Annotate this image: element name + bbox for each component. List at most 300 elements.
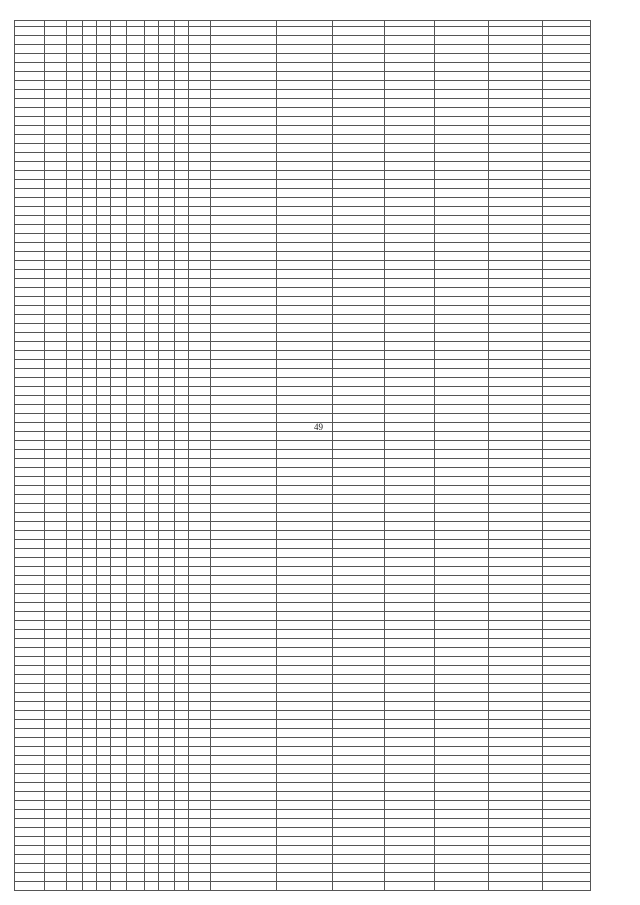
table-cell (15, 693, 45, 702)
table-cell (543, 837, 591, 846)
table-cell (333, 585, 385, 594)
table-cell (277, 576, 333, 585)
table-cell (67, 720, 83, 729)
table-cell (45, 306, 67, 315)
table-cell (211, 756, 277, 765)
table-cell (277, 378, 333, 387)
table-cell (145, 360, 159, 369)
table-cell (333, 153, 385, 162)
table-cell (385, 540, 435, 549)
table-cell (127, 603, 145, 612)
table-cell (111, 126, 127, 135)
table-cell (277, 702, 333, 711)
table-cell (159, 693, 175, 702)
table-cell (111, 333, 127, 342)
table-cell (333, 621, 385, 630)
table-cell (277, 423, 333, 432)
table-cell (83, 207, 97, 216)
table-cell (97, 585, 111, 594)
table-cell (543, 594, 591, 603)
table-cell (543, 747, 591, 756)
table-cell (277, 72, 333, 81)
table-cell (543, 270, 591, 279)
table-cell (277, 747, 333, 756)
table-cell (15, 333, 45, 342)
table-row (15, 423, 591, 432)
table-cell (67, 486, 83, 495)
table-cell (333, 306, 385, 315)
table-cell (489, 324, 543, 333)
table-cell (277, 45, 333, 54)
table-cell (333, 504, 385, 513)
table-cell (489, 648, 543, 657)
table-cell (489, 567, 543, 576)
table-cell (83, 576, 97, 585)
table-cell (97, 108, 111, 117)
table-cell (111, 684, 127, 693)
table-cell (97, 648, 111, 657)
table-cell (435, 756, 489, 765)
table-cell (211, 135, 277, 144)
table-cell (175, 765, 189, 774)
table-cell (277, 288, 333, 297)
table-cell (127, 477, 145, 486)
table-cell (111, 117, 127, 126)
table-cell (211, 882, 277, 891)
table-cell (127, 549, 145, 558)
table-row (15, 432, 591, 441)
table-cell (127, 531, 145, 540)
table-cell (127, 432, 145, 441)
table-cell (189, 738, 211, 747)
table-cell (211, 261, 277, 270)
table-cell (543, 855, 591, 864)
table-cell (385, 810, 435, 819)
table-cell (159, 243, 175, 252)
table-cell (111, 729, 127, 738)
table-cell (175, 405, 189, 414)
table-cell (67, 396, 83, 405)
table-cell (175, 342, 189, 351)
table-cell (111, 432, 127, 441)
table-row (15, 882, 591, 891)
table-cell (145, 567, 159, 576)
table-cell (97, 810, 111, 819)
table-cell (111, 63, 127, 72)
table-cell (189, 414, 211, 423)
table-cell (489, 594, 543, 603)
table-cell (435, 657, 489, 666)
table-cell (111, 693, 127, 702)
table-cell (127, 810, 145, 819)
table-cell (489, 603, 543, 612)
table-cell (83, 486, 97, 495)
table-cell (111, 657, 127, 666)
table-cell (67, 333, 83, 342)
table-cell (127, 270, 145, 279)
table-cell (175, 495, 189, 504)
table-cell (111, 549, 127, 558)
table-cell (67, 315, 83, 324)
table-cell (543, 225, 591, 234)
table-row (15, 171, 591, 180)
table-cell (97, 486, 111, 495)
table-cell (189, 54, 211, 63)
table-cell (127, 144, 145, 153)
table-cell (175, 585, 189, 594)
table-cell (489, 774, 543, 783)
table-cell (211, 225, 277, 234)
table-cell (159, 396, 175, 405)
table-cell (83, 873, 97, 882)
table-cell (83, 387, 97, 396)
table-cell (127, 324, 145, 333)
table-cell (385, 234, 435, 243)
table-cell (189, 693, 211, 702)
table-cell (435, 468, 489, 477)
table-cell (435, 270, 489, 279)
table-cell (145, 216, 159, 225)
table-cell (175, 414, 189, 423)
table-cell (211, 81, 277, 90)
table-row (15, 108, 591, 117)
table-cell (175, 225, 189, 234)
table-cell (333, 225, 385, 234)
table-cell (489, 747, 543, 756)
table-cell (145, 468, 159, 477)
table-cell (211, 243, 277, 252)
table-cell (543, 279, 591, 288)
table-cell (189, 702, 211, 711)
table-cell (83, 513, 97, 522)
table-cell (97, 711, 111, 720)
table-cell (111, 297, 127, 306)
table-cell (45, 846, 67, 855)
table-cell (111, 837, 127, 846)
table-cell (189, 306, 211, 315)
table-cell (45, 243, 67, 252)
table-cell (111, 513, 127, 522)
table-cell (159, 279, 175, 288)
table-cell (145, 270, 159, 279)
table-cell (127, 441, 145, 450)
table-cell (15, 513, 45, 522)
table-cell (111, 675, 127, 684)
table-cell (15, 414, 45, 423)
table-cell (489, 171, 543, 180)
table-cell (385, 36, 435, 45)
table-cell (127, 387, 145, 396)
table-cell (189, 450, 211, 459)
table-row (15, 558, 591, 567)
table-cell (333, 171, 385, 180)
table-cell (175, 333, 189, 342)
table-cell (333, 378, 385, 387)
table-cell (159, 234, 175, 243)
table-cell (385, 360, 435, 369)
table-cell (45, 873, 67, 882)
table-cell (435, 36, 489, 45)
table-cell (145, 621, 159, 630)
table-row (15, 405, 591, 414)
table-cell (67, 531, 83, 540)
table-cell (211, 369, 277, 378)
table-cell (97, 27, 111, 36)
table-cell (489, 306, 543, 315)
table-cell (159, 387, 175, 396)
table-cell (145, 810, 159, 819)
table-row (15, 54, 591, 63)
table-cell (145, 756, 159, 765)
table-cell (543, 882, 591, 891)
table-cell (189, 630, 211, 639)
table-cell (97, 630, 111, 639)
table-cell (489, 36, 543, 45)
table-cell (67, 549, 83, 558)
table-cell (159, 252, 175, 261)
table-row (15, 657, 591, 666)
table-cell (97, 873, 111, 882)
table-cell (97, 612, 111, 621)
table-cell (175, 63, 189, 72)
table-cell (175, 72, 189, 81)
table-cell (385, 198, 435, 207)
table-cell (435, 45, 489, 54)
table-cell (67, 360, 83, 369)
table-cell (543, 54, 591, 63)
table-cell (189, 45, 211, 54)
table-cell (127, 576, 145, 585)
table-cell (127, 99, 145, 108)
table-cell (83, 558, 97, 567)
table-cell (83, 297, 97, 306)
table-cell (211, 162, 277, 171)
table-cell (97, 765, 111, 774)
table-cell (435, 648, 489, 657)
table-cell (83, 117, 97, 126)
table-cell (333, 531, 385, 540)
table-cell (175, 189, 189, 198)
table-cell (175, 756, 189, 765)
table-cell (543, 639, 591, 648)
table-cell (145, 225, 159, 234)
table-cell (175, 306, 189, 315)
table-cell (277, 801, 333, 810)
table-row (15, 801, 591, 810)
table-cell (211, 558, 277, 567)
table-cell (435, 162, 489, 171)
table-cell (277, 630, 333, 639)
table-cell (175, 540, 189, 549)
table-cell (189, 612, 211, 621)
table-cell (127, 54, 145, 63)
table-cell (97, 207, 111, 216)
table-cell (145, 324, 159, 333)
table-cell (277, 567, 333, 576)
table-cell (67, 801, 83, 810)
table-cell (277, 207, 333, 216)
table-cell (333, 855, 385, 864)
table-cell (489, 414, 543, 423)
table-cell (175, 144, 189, 153)
table-cell (45, 342, 67, 351)
table-cell (333, 54, 385, 63)
table-cell (543, 657, 591, 666)
table-cell (83, 153, 97, 162)
table-row (15, 585, 591, 594)
table-cell (111, 315, 127, 324)
table-cell (277, 198, 333, 207)
table-cell (97, 882, 111, 891)
table-cell (175, 99, 189, 108)
table-row (15, 45, 591, 54)
table-cell (189, 180, 211, 189)
table-cell (489, 81, 543, 90)
table-cell (111, 369, 127, 378)
table-cell (159, 441, 175, 450)
table-cell (111, 135, 127, 144)
table-cell (145, 342, 159, 351)
table-cell (211, 648, 277, 657)
table-cell (489, 405, 543, 414)
table-cell (333, 396, 385, 405)
table-cell (127, 180, 145, 189)
table-cell (333, 198, 385, 207)
table-cell (145, 207, 159, 216)
table-cell (175, 297, 189, 306)
table-cell (189, 477, 211, 486)
table-cell (385, 297, 435, 306)
table-cell (67, 270, 83, 279)
table-cell (145, 288, 159, 297)
table-row (15, 513, 591, 522)
table-cell (159, 306, 175, 315)
table-cell (175, 126, 189, 135)
table-cell (435, 549, 489, 558)
table-cell (159, 171, 175, 180)
table-cell (489, 378, 543, 387)
table-cell (385, 567, 435, 576)
table-cell (159, 297, 175, 306)
table-cell (67, 765, 83, 774)
table-cell (435, 504, 489, 513)
table-cell (333, 711, 385, 720)
table-cell (15, 135, 45, 144)
table-cell (111, 504, 127, 513)
table-cell (159, 144, 175, 153)
table-cell (189, 216, 211, 225)
table-cell (211, 522, 277, 531)
table-cell (543, 333, 591, 342)
table-cell (385, 333, 435, 342)
table-cell (111, 810, 127, 819)
table-cell (277, 297, 333, 306)
table-cell (175, 288, 189, 297)
table-row (15, 522, 591, 531)
table-row (15, 306, 591, 315)
table-cell (385, 171, 435, 180)
table-cell (45, 369, 67, 378)
table-cell (159, 432, 175, 441)
table-cell (385, 702, 435, 711)
table-cell (175, 216, 189, 225)
table-cell (211, 666, 277, 675)
table-cell (145, 522, 159, 531)
table-cell (385, 90, 435, 99)
table-cell (211, 774, 277, 783)
table-cell (385, 468, 435, 477)
table-cell (489, 270, 543, 279)
table-cell (45, 144, 67, 153)
table-cell (67, 630, 83, 639)
table-cell (67, 873, 83, 882)
table-cell (543, 702, 591, 711)
table-cell (159, 315, 175, 324)
table-cell (111, 387, 127, 396)
table-cell (159, 333, 175, 342)
table-cell (15, 585, 45, 594)
table-cell (45, 783, 67, 792)
table-cell (159, 261, 175, 270)
table-cell (385, 774, 435, 783)
table-row (15, 288, 591, 297)
table-cell (333, 63, 385, 72)
table-cell (83, 540, 97, 549)
table-cell (385, 423, 435, 432)
table-cell (15, 603, 45, 612)
table-cell (211, 333, 277, 342)
table-cell (111, 288, 127, 297)
table-cell (127, 189, 145, 198)
table-cell (189, 171, 211, 180)
table-cell (543, 45, 591, 54)
table-cell (385, 621, 435, 630)
table-cell (435, 495, 489, 504)
table-cell (435, 261, 489, 270)
table-cell (435, 135, 489, 144)
table-cell (15, 369, 45, 378)
table-cell (145, 549, 159, 558)
table-row (15, 720, 591, 729)
table-cell (189, 207, 211, 216)
table-cell (543, 738, 591, 747)
table-cell (489, 630, 543, 639)
table-cell (277, 369, 333, 378)
table-cell (333, 612, 385, 621)
table-cell (277, 261, 333, 270)
table-cell (277, 531, 333, 540)
table-cell (385, 846, 435, 855)
table-cell (277, 351, 333, 360)
table-cell (15, 171, 45, 180)
table-cell (211, 738, 277, 747)
table-cell (333, 630, 385, 639)
table-cell (159, 882, 175, 891)
table-cell (175, 27, 189, 36)
table-cell (189, 837, 211, 846)
table-cell (277, 864, 333, 873)
table-cell (97, 513, 111, 522)
table-cell (543, 531, 591, 540)
table-cell (543, 495, 591, 504)
table-cell (489, 621, 543, 630)
table-cell (333, 360, 385, 369)
table-cell (45, 36, 67, 45)
table-cell (543, 252, 591, 261)
table-cell (333, 819, 385, 828)
table-cell (543, 261, 591, 270)
table-cell (97, 774, 111, 783)
